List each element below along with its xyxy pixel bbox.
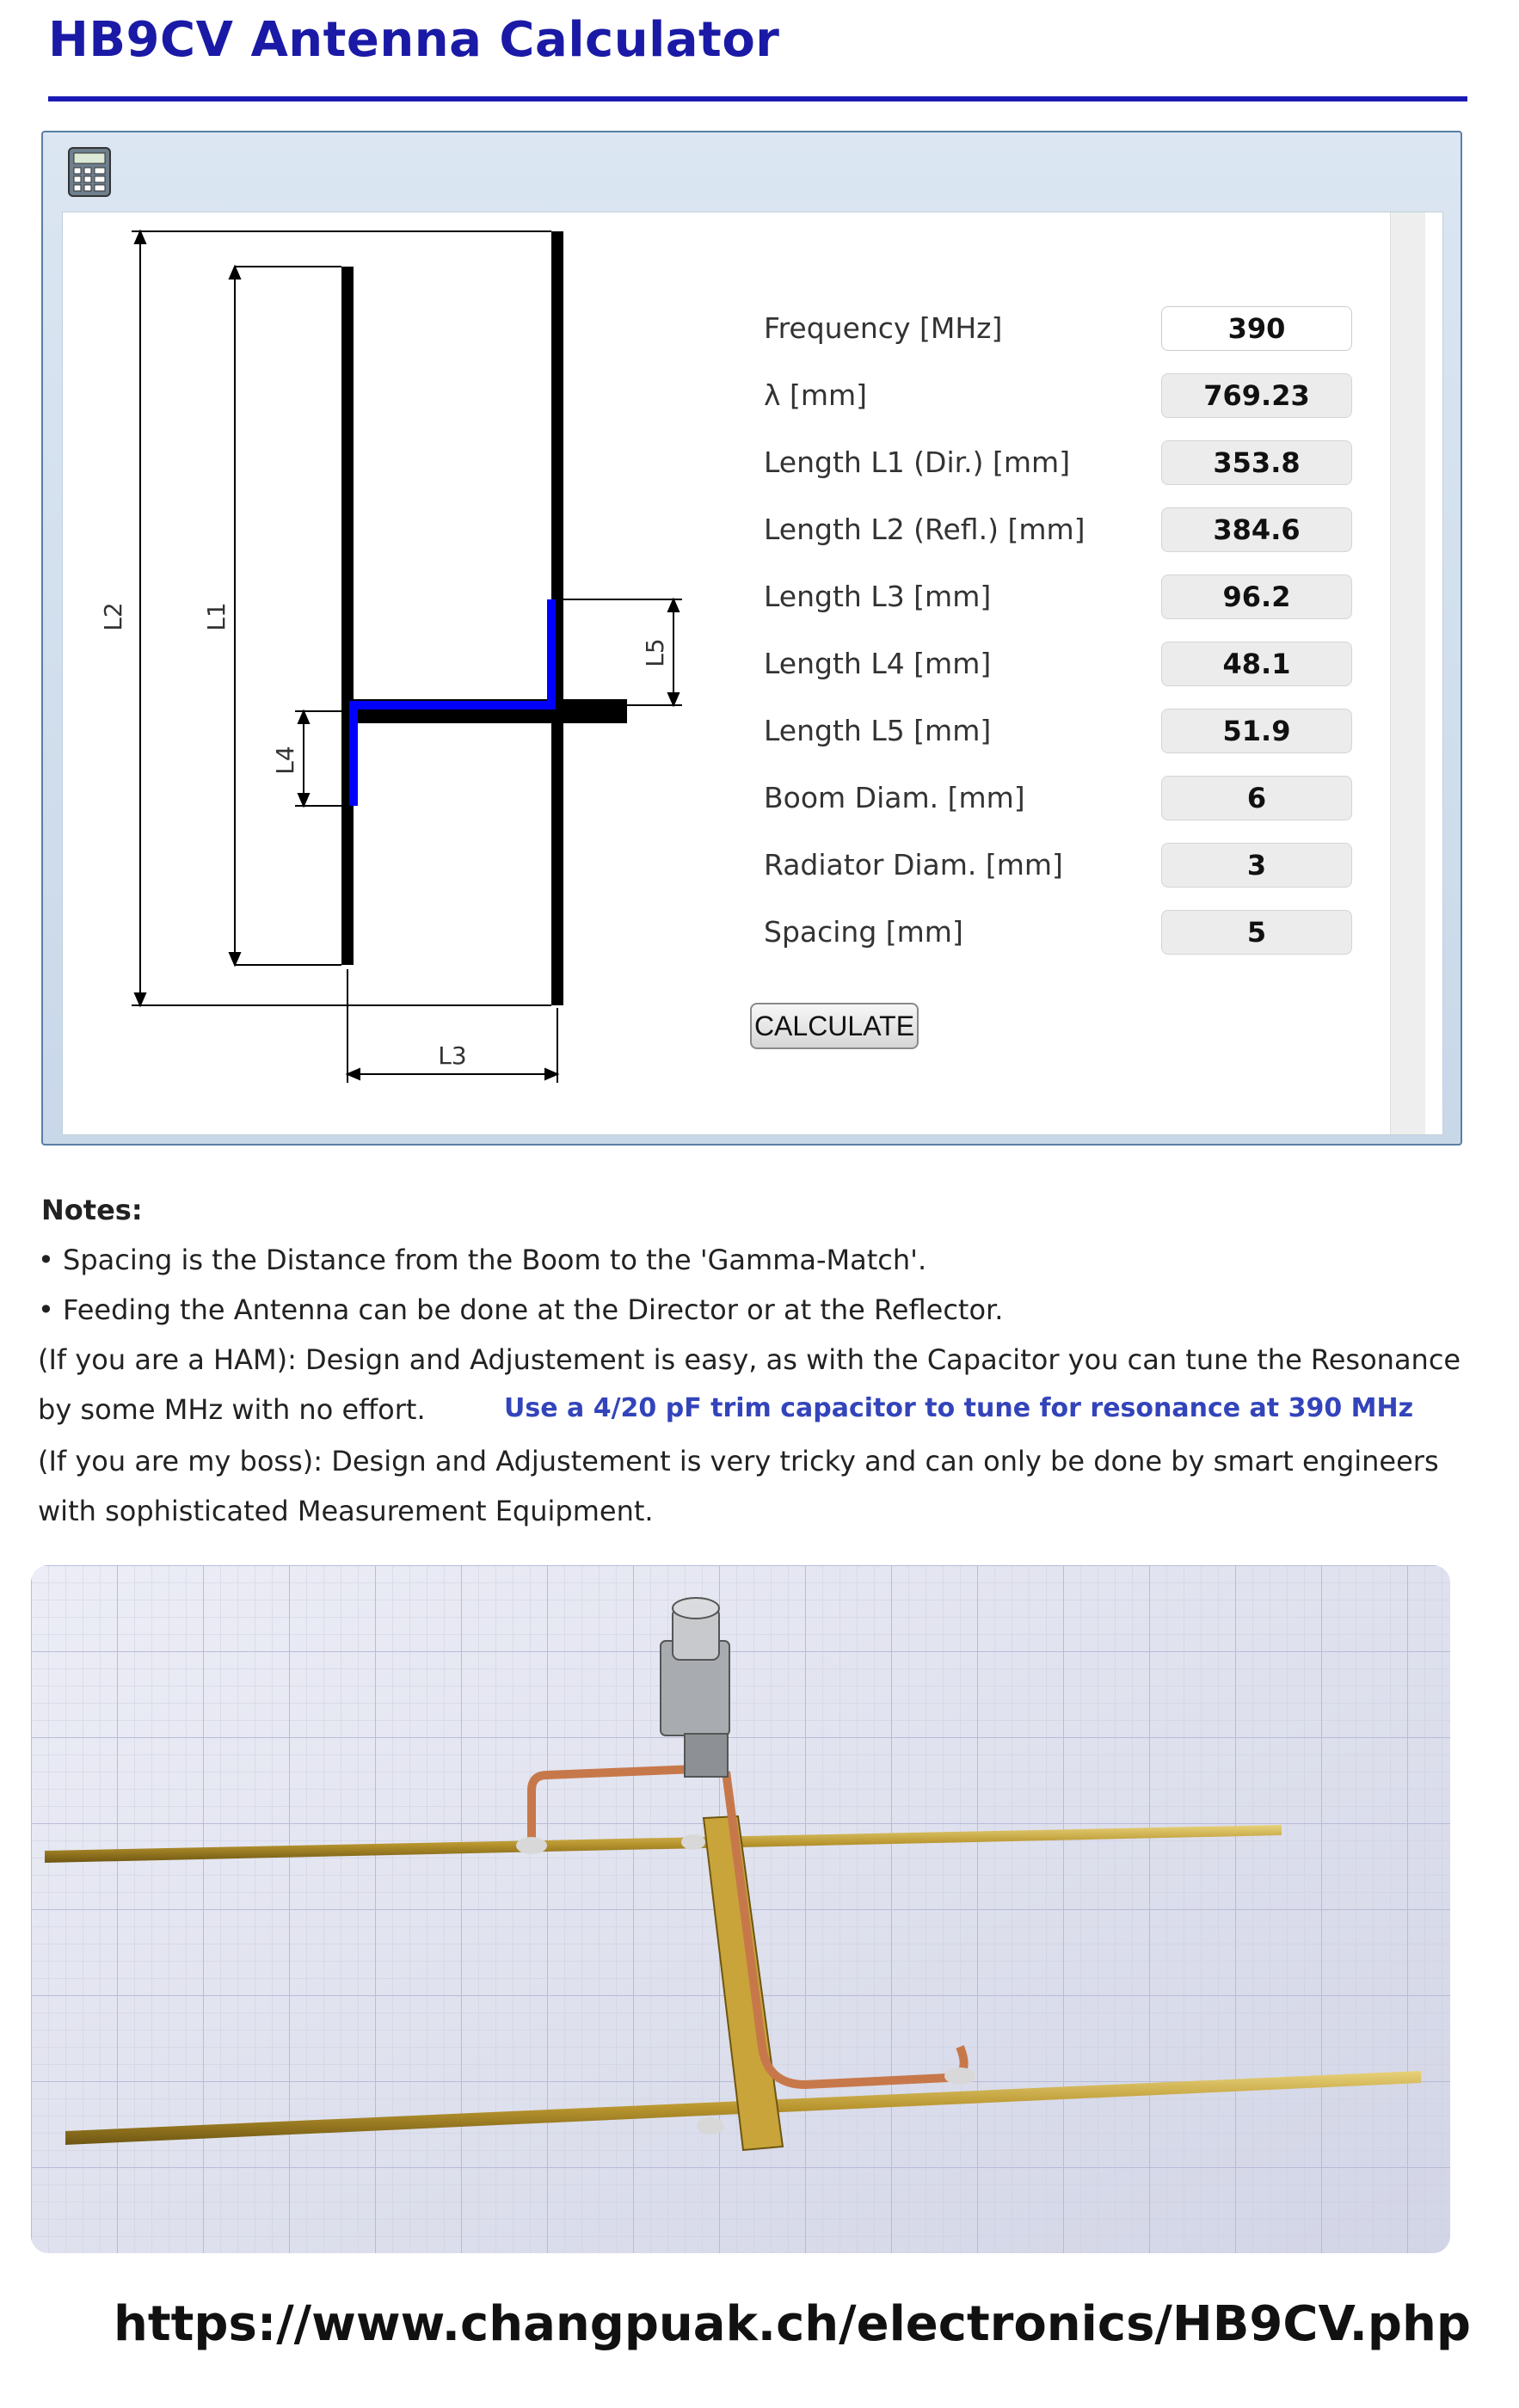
scrollbar[interactable] xyxy=(1390,212,1425,1134)
field-label-l3: Length L3 [mm] xyxy=(764,580,992,613)
label-l2: L2 xyxy=(99,602,127,631)
boom-diam-output: 6 xyxy=(1161,776,1352,820)
note-boss-continued: with sophisticated Measurement Equipment. xyxy=(38,1495,654,1527)
frequency-input[interactable]: 390 xyxy=(1161,306,1352,351)
radiator-diam-output: 3 xyxy=(1161,843,1352,888)
page-title: HB9CV Antenna Calculator xyxy=(48,12,780,68)
field-label-wavelength: λ [mm] xyxy=(764,378,868,412)
gamma-match xyxy=(354,599,551,806)
field-label-l2: Length L2 (Refl.) [mm] xyxy=(764,513,1085,546)
antenna-photo-illustration xyxy=(31,1565,1450,2253)
notes-heading: Notes: xyxy=(41,1194,143,1226)
label-l5: L5 xyxy=(641,638,669,667)
calculate-button[interactable]: CALCULATE xyxy=(750,1003,919,1049)
source-url[interactable]: https://www.changpuak.ch/electronics/HB9CV.php xyxy=(114,2296,1471,2352)
note-spacing: • Spacing is the Distance from the Boom to the 'Gamma-Match'. xyxy=(38,1244,927,1276)
label-l3: L3 xyxy=(438,1041,467,1070)
field-label-l5: Length L5 [mm] xyxy=(764,714,992,747)
wavelength-output: 769.23 xyxy=(1161,373,1352,418)
director-element xyxy=(341,267,354,965)
l3-output: 96.2 xyxy=(1161,574,1352,619)
note-ham: (If you are a HAM): Design and Adjustement is easy, as with the Capacitor you can tune the Resonance xyxy=(38,1343,1461,1376)
l1-output: 353.8 xyxy=(1161,440,1352,485)
note-boss: (If you are my boss): Design and Adjustement is very tricky and can only be done by smart engineers xyxy=(38,1445,1439,1477)
trim-capacitor-note: Use a 4/20 pF trim capacitor to tune for resonance at 390 MHz xyxy=(504,1393,1414,1423)
spacing-output: 5 xyxy=(1161,910,1352,955)
antenna-photo xyxy=(31,1565,1450,2253)
l4-output: 48.1 xyxy=(1161,642,1352,686)
field-label-radiator-diam: Radiator Diam. [mm] xyxy=(764,848,1063,882)
l2-output: 384.6 xyxy=(1161,507,1352,552)
field-label-l4: Length L4 [mm] xyxy=(764,647,992,680)
antenna-diagram xyxy=(63,212,751,1134)
field-label-frequency: Frequency [MHz] xyxy=(764,311,1003,345)
calculator-icon xyxy=(67,146,112,198)
label-l4: L4 xyxy=(271,746,299,775)
note-feeding: • Feeding the Antenna can be done at the Director or at the Reflector. xyxy=(38,1293,1004,1326)
field-label-l1: Length L1 (Dir.) [mm] xyxy=(764,445,1071,479)
note-ham-continued: by some MHz with no effort. xyxy=(38,1393,426,1426)
calculator-panel xyxy=(41,131,1462,1146)
label-l1: L1 xyxy=(202,602,231,631)
title-divider xyxy=(48,96,1467,101)
field-label-spacing: Spacing [mm] xyxy=(764,915,963,949)
field-label-boom-diam: Boom Diam. [mm] xyxy=(764,781,1025,814)
l5-output: 51.9 xyxy=(1161,709,1352,753)
